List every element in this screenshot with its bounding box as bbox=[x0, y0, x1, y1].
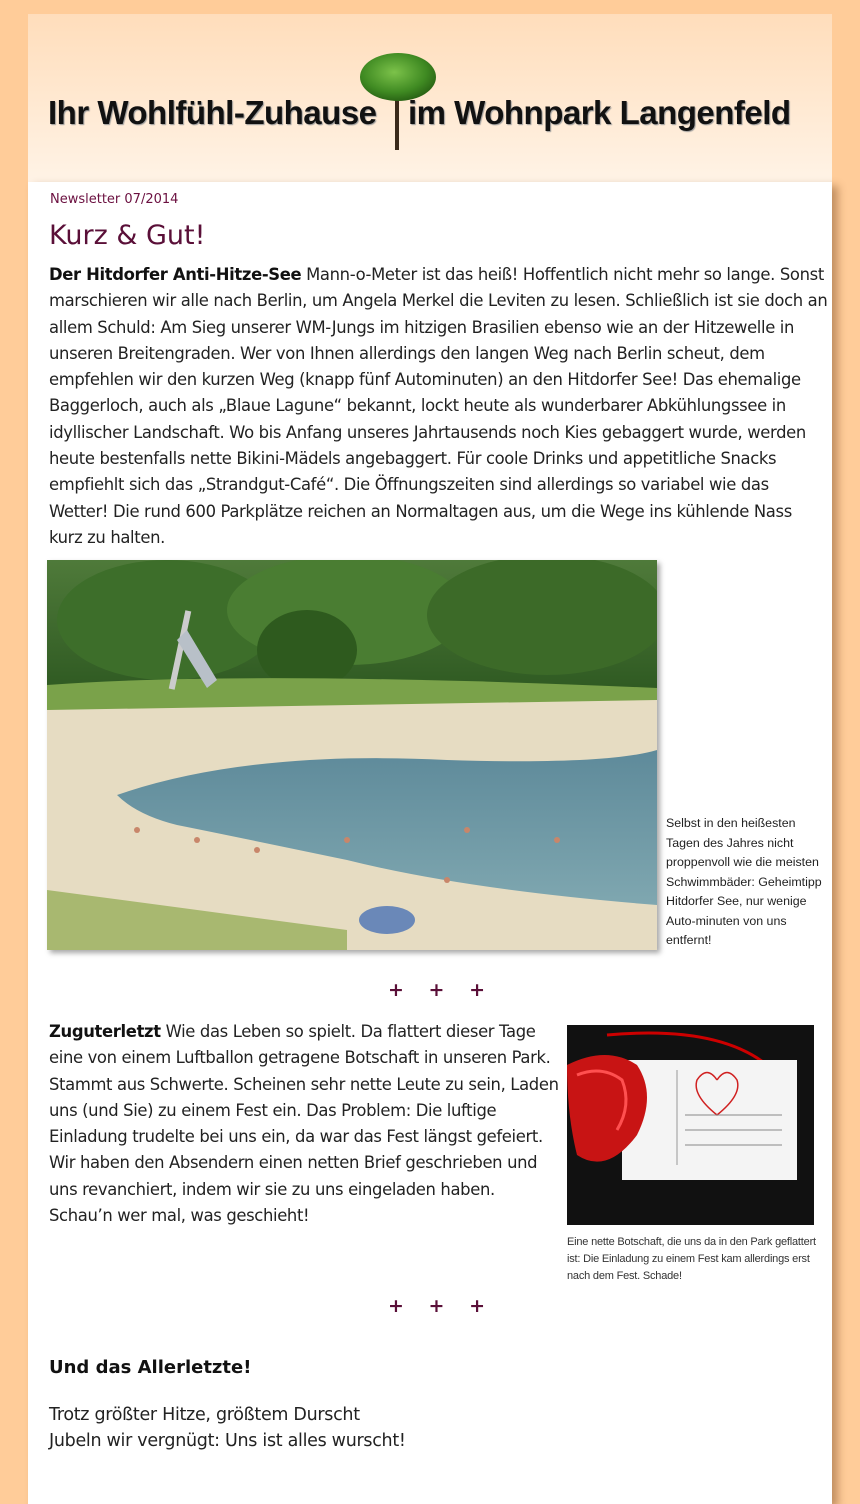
banner-title-left: Ihr Wohlfühl-Zuhause bbox=[48, 94, 377, 131]
lake-photo-caption: Selbst in den heißesten Tagen des Jahres nicht proppenvoll wie die meisten Schwimmbäder: Geheimtipp Hitdorfer See, nur wenige Auto-minuten von uns entfernt! bbox=[666, 816, 822, 947]
final-verse bbox=[49, 1402, 406, 1454]
newsletter-banner bbox=[28, 14, 832, 182]
final-line-2: Jubeln wir vergnügt: Uns ist alles wurscht! bbox=[49, 1431, 406, 1451]
card-photo-caption: Eine nette Botschaft, die uns da in den Park geflattert ist: Die Einladung zu einem Fest kam allerdings erst nach dem Fest. Schade! bbox=[567, 1236, 816, 1282]
lake-photo bbox=[47, 560, 657, 950]
page-title: Kurz & Gut! bbox=[49, 220, 206, 251]
final-title: Und das Allerletzte! bbox=[49, 1357, 252, 1378]
separator: + + + bbox=[388, 979, 494, 1001]
article-hitdorfer-see bbox=[49, 262, 829, 551]
banner-title-right: im Wohnpark Langenfeld bbox=[408, 94, 791, 131]
balloon-card-photo bbox=[567, 1025, 814, 1225]
article-title: Der Hitdorfer Anti-Hitze-See bbox=[49, 265, 302, 284]
article-title: Zuguterletzt bbox=[49, 1022, 161, 1041]
article-body: Wie das Leben so spielt. Da flattert dieser Tage eine von einem Luftballon getragene Botschaft in unseren Park. Stammt aus Schwerte. Scheinen sehr nette Leute zu sein, Laden uns (und Sie) zu einem Fest ein. Das Problem: Die luftige Einladung trudelte bei uns ein, da war das Fest längst gefeiert. Wir haben den Absendern einen netten Brief geschrieben und uns revanchiert, indem wir sie zu uns eingeladen haben. Schau’n wer mal, was geschieht! bbox=[49, 1022, 559, 1226]
newsletter-content bbox=[28, 182, 832, 1504]
article-body: Mann-o-Meter ist das heiß! Hoffentlich nicht mehr so lange. Sonst marschieren wir alle nach Berlin, um Angela Merkel die Leviten zu lesen. Schließlich ist sie doch an allem Schuld: Am Sieg unserer WM-Jungs im hitzigen Brasilien ebenso wie an der Hitzewelle in unseren Breitengraden. Wer von Ihnen allerdings den langen Weg nach Berlin scheut, dem empfehlen wir den kurzen Weg (knapp fünf Autominuten) an den Hitdorfer See! Das ehemalige Baggerloch, auch als „Blaue Lagune“ bekannt, lockt heute als wunderbarer Abkühlungssee in idyllischer Landschaft. Wo bis Anfang unseres Jahrtausends noch Kies gebaggert wurde, werden heute bestenfalls nette Bikini-Mädels angebaggert. Für coole Drinks und appetitliche Snacks empfiehlt sich das „Strandgut-Café“. Die Öffnungszeiten sind allerdings so variabel wie das Wetter! Die rund 600 Parkplätze reichen an Normaltagen aus, um die Wege ins kühlende Nass kurz zu halten. bbox=[49, 265, 828, 547]
newsletter-label: Newsletter 07/2014 bbox=[50, 192, 179, 207]
separator: + + + bbox=[388, 1295, 494, 1317]
article-zuguterletzt bbox=[49, 1019, 561, 1229]
final-line-1: Trotz größter Hitze, größtem Durscht bbox=[49, 1405, 360, 1425]
